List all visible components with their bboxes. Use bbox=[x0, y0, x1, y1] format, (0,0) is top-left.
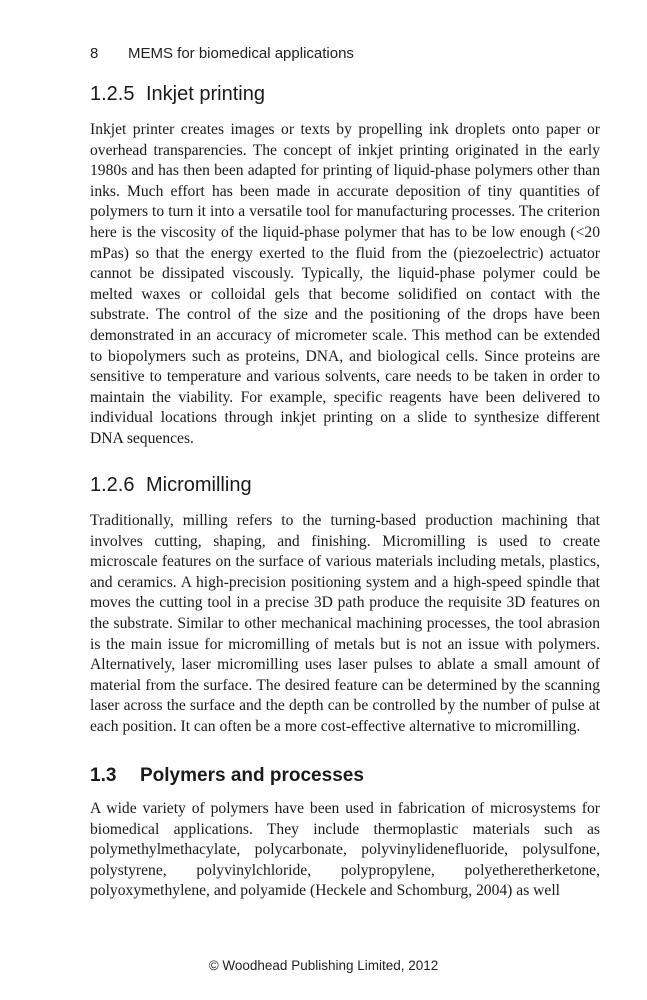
section-number: 1.3 bbox=[90, 765, 117, 786]
section-heading-1-2-6 bbox=[90, 474, 252, 497]
running-header bbox=[90, 45, 354, 62]
copyright-footer: © Woodhead Publishing Limited, 2012 bbox=[208, 958, 439, 973]
section-number: 1.2.5 bbox=[90, 83, 135, 105]
section-number: 1.2.6 bbox=[90, 474, 135, 496]
section-title: Polymers and processes bbox=[140, 765, 364, 786]
section-title: Inkjet printing bbox=[146, 83, 265, 105]
section-body-inkjet-printing: Inkjet printer creates images or texts by propelling ink droplets onto paper or overhead transparencies. The concept of inkjet printing originated in the early 1980s and has then been adapted for printing of liquid-phase polymers other than inks. Much effort has been made in accurate deposition of tiny quantities of polymers to turn it into a versatile tool for manufacturing processes. The criterion here is the viscosity of the liquid-phase polymer that has to be low enough (<20 mPas) so that the energy exerted to the fluid from the (piezoelectric) actuator cannot be dissipated viscously. Typically, the liquid-phase polymer could be melted waxes or colloidal gels that become solidified on contact with the substrate. The control of the size and the positioning of the drops have been demonstrated in an accuracy of micrometer scale. This method can be extended to biopolymers such as proteins, DNA, and biological cells. Since proteins are sensitive to temperature and various solvents, care needs to be taken in order to maintain the viability. For example, specific reagents have been delivered to individual locations through inkjet printing on a slide to synthesize different DNA sequences. bbox=[90, 121, 600, 447]
page-number: 8 bbox=[90, 45, 99, 62]
section-heading-1-3 bbox=[90, 765, 364, 787]
section-body-polymers-and-processes: A wide variety of polymers have been used in fabrication of microsystems for biomedical applications. They include thermoplastic materials such as polymethylmethacylate, polycarbonate, polyvinylidenefluoride, polysulfone, polystyrene, polyvinylchloride, polypropylene, polyetheretherketone, polyoxymethylene, and polyamide (Heckele and Schomburg, 2004) as well bbox=[90, 800, 600, 900]
running-title: MEMS for biomedical applications bbox=[128, 45, 354, 62]
section-title: Micromilling bbox=[146, 474, 252, 496]
section-heading-1-2-5 bbox=[90, 83, 265, 106]
section-body-micromilling: Traditionally, milling refers to the turning-based production machining that involves cutting, shaping, and finishing. Micromilling is used to create microscale features on the surface of various materials including metals, plastics, and ceramics. A high-precision positioning system and a high-speed spindle that moves the cutting tool in a precise 3D path produce the requisite 3D features on the substrate. Similar to other mechanical machining processes, the tool abrasion is the main issue for micromilling of metals but is not an issue with polymers. Alternatively, laser micromilling uses laser pulses to ablate a small amount of material from the surface. The desired feature can be determined by the scanning laser across the surface and the depth can be controlled by the number of pulse at each position. It can often be a more cost-effective alternative to micromilling. bbox=[90, 512, 600, 735]
